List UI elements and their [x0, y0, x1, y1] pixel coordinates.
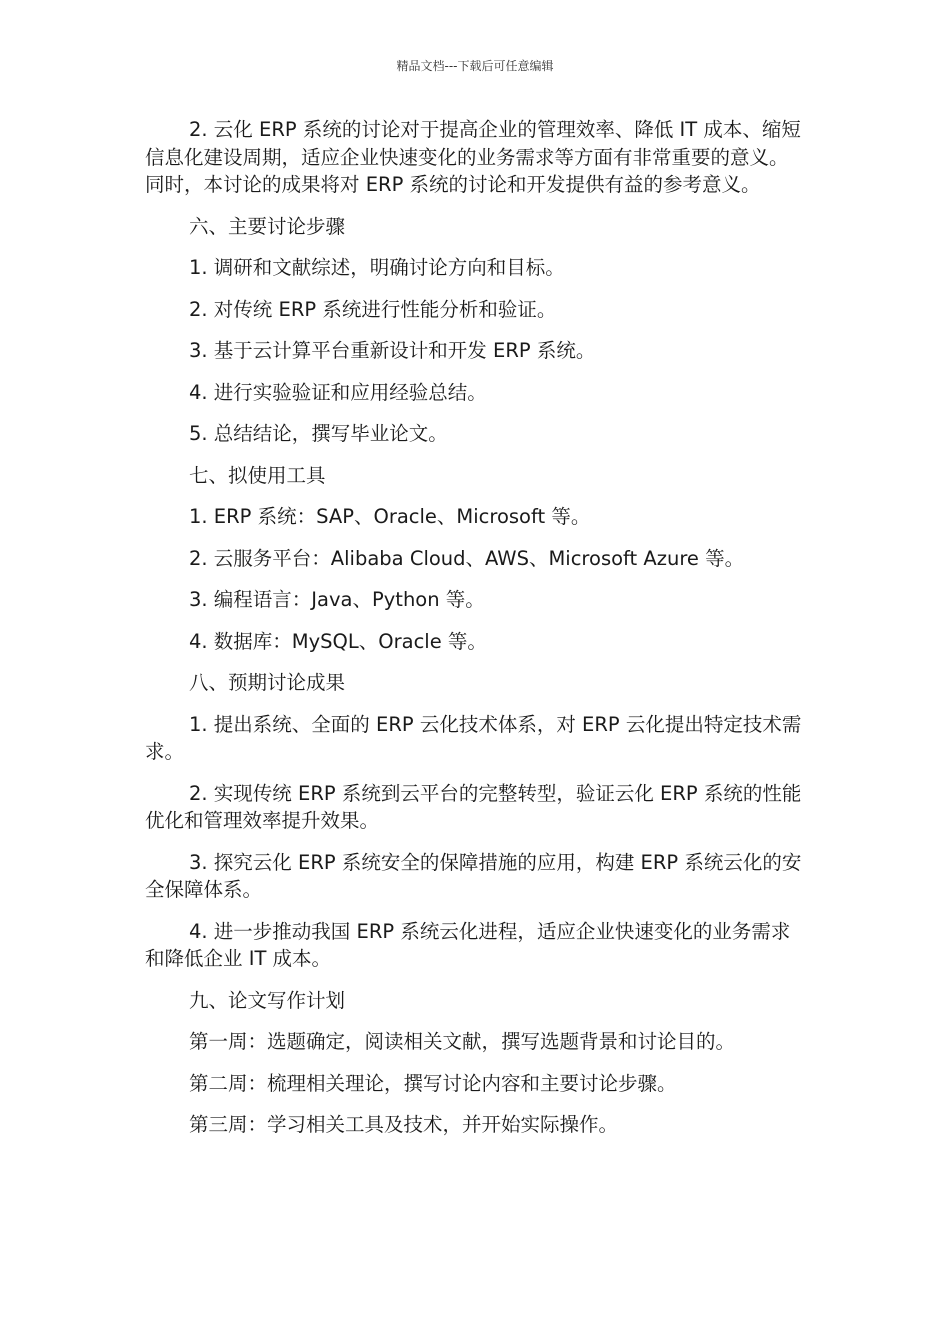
list-item-step-1: 1. 调研和文献综述，明确讨论方向和目标。: [189, 256, 565, 279]
section-heading-outcomes: 八、预期讨论成果: [189, 671, 346, 694]
list-item-step-3: 3. 基于云计算平台重新设计和开发 ERP 系统。: [189, 339, 596, 362]
list-item-outcome-4: 4. 进一步推动我国 ERP 系统云化进程，适应企业快速变化的业务需求和降低企业 IT 成本。: [145, 919, 791, 970]
page-header: 精品文档---下载后可任意编辑: [396, 59, 554, 73]
section-heading-plan: 九、论文写作计划: [189, 988, 346, 1012]
list-item-step-2: 2. 对传统 ERP 系统进行性能分析和验证。: [189, 297, 557, 321]
list-item-week-3: 第三周：学习相关工具及技术，并开始实际操作。: [189, 1113, 619, 1136]
list-item-tool-4: 4. 数据库：MySQL、Oracle 等。: [189, 629, 487, 653]
section-heading-tools: 七、拟使用工具: [189, 463, 326, 487]
document-body: [145, 116, 805, 1153]
list-item-week-2: 第二周：梳理相关理论，撰写讨论内容和主要讨论步骤。: [189, 1071, 677, 1095]
list-item-tool-1: 1. ERP 系统：SAP、Oracle、Microsoft 等。: [189, 505, 591, 528]
list-item-week-1: 第一周：选题确定，阅读相关文献，撰写选题背景和讨论目的。: [189, 1030, 736, 1053]
list-item-outcome-2: 2. 实现传统 ERP 系统到云平台的完整转型，验证云化 ERP 系统的性能优化和管理效率提升效果。: [145, 781, 802, 832]
paragraph-significance: 2. 云化 ERP 系统的讨论对于提高企业的管理效率、降低 IT 成本、缩短信息化建设周期，适应企业快速变化的业务需求等方面有非常重要的意义。同时，本讨论的成果将对 ERP 系统的讨论和开发提供有益的参考意义。: [145, 118, 801, 196]
list-item-tool-3: 3. 编程语言：Java、Python 等。: [189, 588, 485, 611]
list-item-tool-2: 2. 云服务平台：Alibaba Cloud、AWS、Microsoft Azure 等。: [189, 546, 745, 570]
list-item-step-5: 5. 总结结论，撰写毕业论文。: [189, 422, 448, 445]
list-item-outcome-1: 1. 提出系统、全面的 ERP 云化技术体系，对 ERP 云化提出特定技术需求。: [145, 712, 802, 763]
section-heading-steps: 六、主要讨论步骤: [189, 214, 346, 238]
list-item-outcome-3: 3. 探究云化 ERP 系统安全的保障措施的应用，构建 ERP 系统云化的安全保障体系。: [145, 850, 802, 901]
list-item-step-4: 4. 进行实验验证和应用经验总结。: [189, 380, 487, 404]
